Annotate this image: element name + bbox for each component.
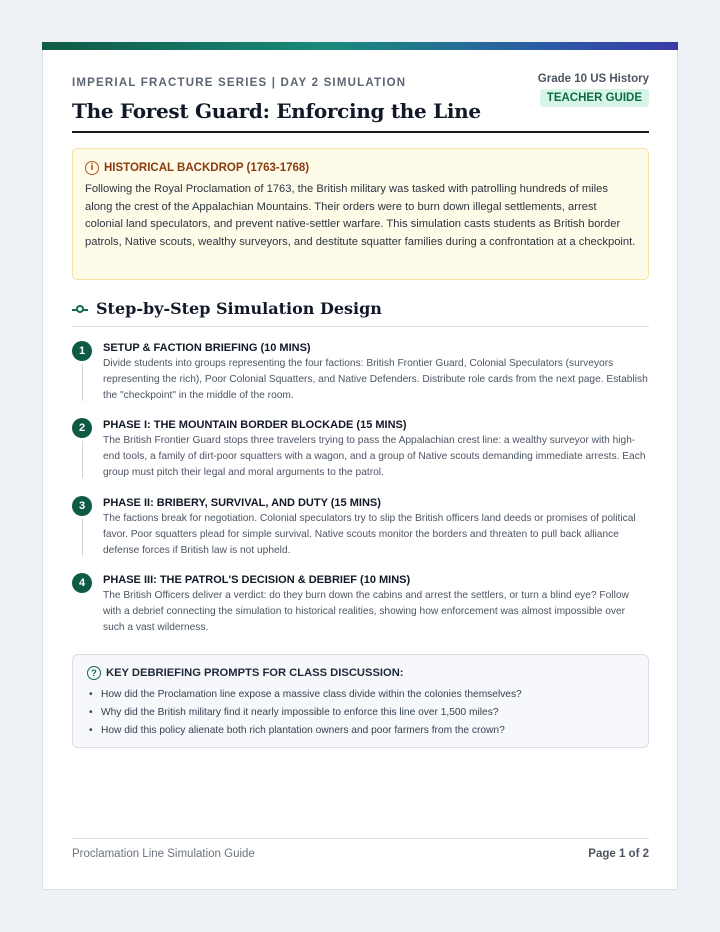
document-page [42,42,678,890]
step-title: PHASE II: BRIBERY, SURVIVAL, AND DUTY (15 MINS) [103,497,381,509]
step-title: PHASE I: THE MOUNTAIN BORDER BLOCKADE (15 MINS) [103,419,407,431]
prompts-heading-row [87,666,634,680]
page-header [72,73,649,133]
step-number-badge: 2 [72,418,92,438]
step-item [72,418,649,496]
flow-icon [72,303,90,317]
top-accent-bar [42,42,678,50]
question-icon: ? [87,666,101,680]
teacher-guide-badge: TEACHER GUIDE [540,89,649,107]
step-item [72,573,649,643]
step-title: SETUP & FACTION BRIEFING (10 MINS) [103,342,311,354]
prompt-item: • Why did the British military find it nearly impossible to enforce this line over 1,500 miles? [87,704,634,722]
section-title: Step-by-Step Simulation Design [96,299,382,318]
step-body: The British Officers deliver a verdict: do they burn down the cabins and arrest the settlers, or turn a blind eye? Follow with a debrief connecting the simulation to historical realities, showing how enforcement was almost impossible over such a vast wilderness. [103,590,629,633]
step-connector [82,441,83,478]
step-body: The British Frontier Guard stops three travelers trying to pass the Appalachian crest line: a wealthy surveyor with high-end tools, a family of dirt-poor squatters with a wagon, and a group of Native scouts demanding immediate arrests. Each group must pitch their legal and moral arguments to the patrol. [103,435,646,478]
debrief-prompts-box [72,654,649,748]
step-number-badge: 1 [72,341,92,361]
step-body: Divide students into groups representing the four factions: British Frontier Guard, Colonial Speculators (surveyors representing the rich), Poor Colonial Squatters, and Native Defenders. Distribute role cards from the next page. Establish the "checkpoint" in the middle of the room. [103,358,648,401]
backdrop-heading-row [85,161,636,175]
page-title: The Forest Guard: Enforcing the Line [72,99,481,123]
step-title: PHASE III: THE PATROL'S DECISION & DEBRIEF (10 MINS) [103,574,411,586]
prompt-item: • How did this policy alienate both rich plantation owners and poor farmers from the crown? [87,722,634,740]
series-label: IMPERIAL FRACTURE SERIES | DAY 2 SIMULATION [72,77,407,89]
step-number-badge: 3 [72,496,92,516]
step-body: The factions break for negotiation. Colonial speculators try to slip the British officers land deeds or promises of political favor. Poor squatters plead for simple survival. Native scouts monitor the borders and threaten to pull back alliance defense forces if British law is not upheld. [103,513,636,556]
backdrop-heading: HISTORICAL BACKDROP (1763-1768) [104,162,310,174]
prompts-list [87,686,634,740]
step-item [72,496,649,573]
step-item [72,341,649,418]
prompts-heading: KEY DEBRIEFING PROMPTS FOR CLASS DISCUSSION: [106,667,404,679]
footer-guide-title: Proclamation Line Simulation Guide [72,848,255,860]
prompt-item: • How did the Proclamation line expose a massive class divide within the colonies themselves? [87,686,634,704]
page-footer [72,838,649,868]
historical-backdrop-box [72,148,649,280]
section-heading [72,299,649,327]
page-number: Page 1 of 2 [588,848,649,860]
step-number-badge: 4 [72,573,92,593]
grade-label: Grade 10 US History [537,73,649,85]
backdrop-body: Following the Royal Proclamation of 1763, the British military was tasked with patrolling hundreds of miles along the crest of the Appalachian Mountains. Their orders were to burn down illegal settlements, arrest colonial land speculators, and prevent native-settler warfare. This simulation casts students as British border patrols, Native scouts, wealthy surveyors, and destitute squatter families during a confrontation at a checkpoint. [85,183,636,248]
steps-list [72,341,649,643]
step-connector [82,519,83,556]
step-connector [82,364,83,401]
info-icon: i [85,161,99,175]
